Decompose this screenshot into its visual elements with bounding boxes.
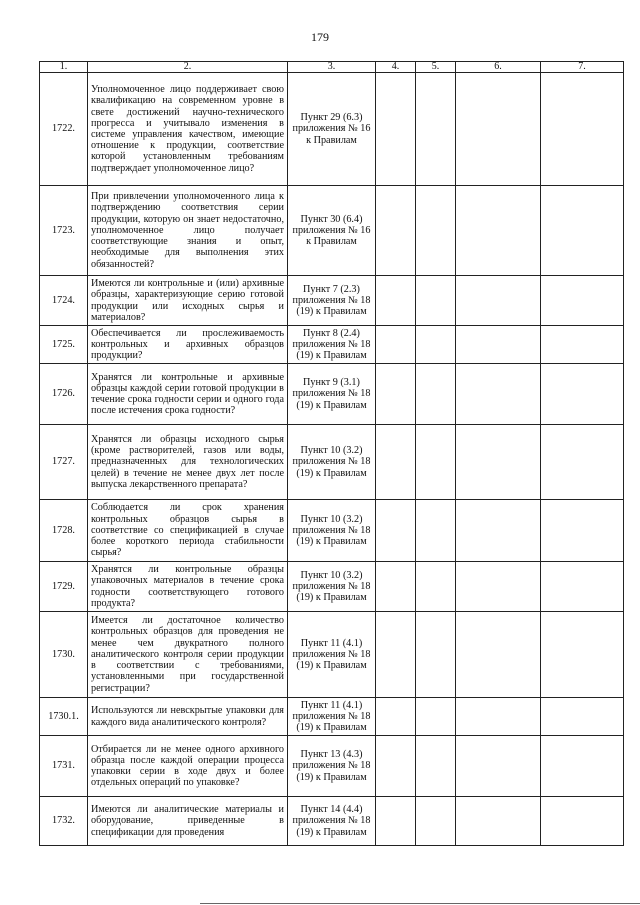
table-row <box>40 73 624 186</box>
answer-cell[interactable] <box>416 276 456 326</box>
answer-cell[interactable] <box>416 73 456 186</box>
answer-cell[interactable] <box>416 797 456 846</box>
rule-reference: Пункт 14 (4.4) приложения № 18 (19) к Правилам <box>288 797 376 846</box>
row-number: 1722. <box>40 73 88 186</box>
rule-reference: Пункт 30 (6.4) приложения № 16 к Правилам <box>288 186 376 276</box>
rule-reference: Пункт 9 (3.1) приложения № 18 (19) к Правилам <box>288 364 376 425</box>
table-row <box>40 276 624 326</box>
requirement-question: Хранятся ли контрольные и архивные образцы каждой серии готовой продукции в течение срока годности серии и одного года после истечения срока годности? <box>88 364 288 425</box>
answer-cell[interactable] <box>456 698 541 736</box>
answer-cell[interactable] <box>456 326 541 364</box>
requirement-question: Хранятся ли образцы исходного сырья (кроме растворителей, газов или воды, предназначенных для технологических целей) в течение не менее двух лет после выпуска лекарственного препарата? <box>88 425 288 500</box>
column-header: 6. <box>456 62 541 73</box>
answer-cell[interactable] <box>416 364 456 425</box>
requirement-question: Имеется ли достаточное количество контрольных образцов для проведения не менее чем двукратного полного аналитического контроля серии продукции в соответствии с требованиями, установленными при государственной регистрации? <box>88 612 288 698</box>
rule-reference: Пункт 11 (4.1) приложения № 18 (19) к Правилам <box>288 612 376 698</box>
answer-cell[interactable] <box>416 562 456 612</box>
answer-cell[interactable] <box>541 326 624 364</box>
answer-cell[interactable] <box>376 736 416 797</box>
answer-cell[interactable] <box>541 612 624 698</box>
row-number: 1732. <box>40 797 88 846</box>
answer-cell[interactable] <box>416 500 456 562</box>
row-number: 1723. <box>40 186 88 276</box>
answer-cell[interactable] <box>541 736 624 797</box>
answer-cell[interactable] <box>456 562 541 612</box>
answer-cell[interactable] <box>456 364 541 425</box>
answer-cell[interactable] <box>541 797 624 846</box>
checklist-table <box>39 61 624 846</box>
answer-cell[interactable] <box>541 500 624 562</box>
row-number: 1730. <box>40 612 88 698</box>
table-row <box>40 698 624 736</box>
rule-reference: Пункт 11 (4.1) приложения № 18 (19) к Правилам <box>288 698 376 736</box>
requirement-question: Имеются ли контрольные и (или) архивные образцы, характеризующие серию готовой продукции или исходных сырья и материалов? <box>88 276 288 326</box>
answer-cell[interactable] <box>376 698 416 736</box>
requirement-question: Используются ли невскрытые упаковки для каждого вида аналитического контроля? <box>88 698 288 736</box>
page-number: 179 <box>311 30 329 44</box>
answer-cell[interactable] <box>456 186 541 276</box>
row-number: 1725. <box>40 326 88 364</box>
answer-cell[interactable] <box>541 276 624 326</box>
table-row <box>40 562 624 612</box>
row-number: 1727. <box>40 425 88 500</box>
requirement-question: Соблюдается ли срок хранения контрольных образцов сырья в соответствие со спецификацией в случае более короткого периода стабильности сырья? <box>88 500 288 562</box>
row-number: 1726. <box>40 364 88 425</box>
answer-cell[interactable] <box>541 562 624 612</box>
column-header: 5. <box>416 62 456 73</box>
answer-cell[interactable] <box>456 797 541 846</box>
row-number: 1724. <box>40 276 88 326</box>
answer-cell[interactable] <box>456 500 541 562</box>
header-row <box>40 62 624 73</box>
answer-cell[interactable] <box>541 364 624 425</box>
answer-cell[interactable] <box>456 73 541 186</box>
requirement-question: Отбирается ли не менее одного архивного образца после каждой операции процесса упаковки серии в ходе двух и более отдельных операций по упаковке? <box>88 736 288 797</box>
rule-reference: Пункт 10 (3.2) приложения № 18 (19) к Правилам <box>288 562 376 612</box>
table-row <box>40 500 624 562</box>
answer-cell[interactable] <box>376 562 416 612</box>
table-row <box>40 612 624 698</box>
row-number: 1731. <box>40 736 88 797</box>
table-row <box>40 797 624 846</box>
rule-reference: Пункт 8 (2.4) приложения № 18 (19) к Правилам <box>288 326 376 364</box>
answer-cell[interactable] <box>416 186 456 276</box>
answer-cell[interactable] <box>376 500 416 562</box>
table-row <box>40 326 624 364</box>
answer-cell[interactable] <box>376 364 416 425</box>
column-header: 7. <box>541 62 624 73</box>
requirement-question: Уполномоченное лицо поддерживает свою квалификацию на современном уровне в свете достижений научно-технического прогресса и учитывало изменения в системе управления качеством, имеющие отношение к продукции, соответствие которой установленным требованиям подтверждает уполномоченное лицо? <box>88 73 288 186</box>
column-header: 3. <box>288 62 376 73</box>
requirement-question: Имеются ли аналитические материалы и оборудование, приведенные в спецификации для проведения <box>88 797 288 846</box>
answer-cell[interactable] <box>541 186 624 276</box>
answer-cell[interactable] <box>456 612 541 698</box>
answer-cell[interactable] <box>416 698 456 736</box>
answer-cell[interactable] <box>376 612 416 698</box>
rule-reference: Пункт 13 (4.3) приложения № 18 (19) к Правилам <box>288 736 376 797</box>
answer-cell[interactable] <box>541 425 624 500</box>
answer-cell[interactable] <box>376 425 416 500</box>
answer-cell[interactable] <box>541 698 624 736</box>
table-row <box>40 736 624 797</box>
answer-cell[interactable] <box>541 73 624 186</box>
scan-edge-line <box>200 903 640 904</box>
answer-cell[interactable] <box>376 326 416 364</box>
column-header: 1. <box>40 62 88 73</box>
answer-cell[interactable] <box>376 276 416 326</box>
answer-cell[interactable] <box>416 326 456 364</box>
answer-cell[interactable] <box>456 736 541 797</box>
row-number: 1729. <box>40 562 88 612</box>
table-row <box>40 425 624 500</box>
rule-reference: Пункт 10 (3.2) приложения № 18 (19) к Правилам <box>288 425 376 500</box>
column-header: 4. <box>376 62 416 73</box>
rule-reference: Пункт 10 (3.2) приложения № 18 (19) к Правилам <box>288 500 376 562</box>
table-row <box>40 364 624 425</box>
answer-cell[interactable] <box>376 797 416 846</box>
requirement-question: Обеспечивается ли прослеживаемость контрольных и архивных образцов продукции? <box>88 326 288 364</box>
answer-cell[interactable] <box>416 425 456 500</box>
table-row <box>40 186 624 276</box>
answer-cell[interactable] <box>416 736 456 797</box>
column-header: 2. <box>88 62 288 73</box>
answer-cell[interactable] <box>456 425 541 500</box>
answer-cell[interactable] <box>376 73 416 186</box>
row-number: 1728. <box>40 500 88 562</box>
answer-cell[interactable] <box>456 276 541 326</box>
rule-reference: Пункт 29 (6.3) приложения № 16 к Правилам <box>288 73 376 186</box>
answer-cell[interactable] <box>376 186 416 276</box>
requirement-question: Хранятся ли контрольные образцы упаковочных материалов в течение срока годности соответствующего готового продукта? <box>88 562 288 612</box>
requirement-question: При привлечении уполномоченного лица к подтверждению соответствия серии продукции, которую он знает недостаточно, уполномоченное лицо получает соответствующие знания и опыт, необходимые для выполнения этих обязанностей? <box>88 186 288 276</box>
row-number: 1730.1. <box>40 698 88 736</box>
rule-reference: Пункт 7 (2.3) приложения № 18 (19) к Правилам <box>288 276 376 326</box>
answer-cell[interactable] <box>416 612 456 698</box>
